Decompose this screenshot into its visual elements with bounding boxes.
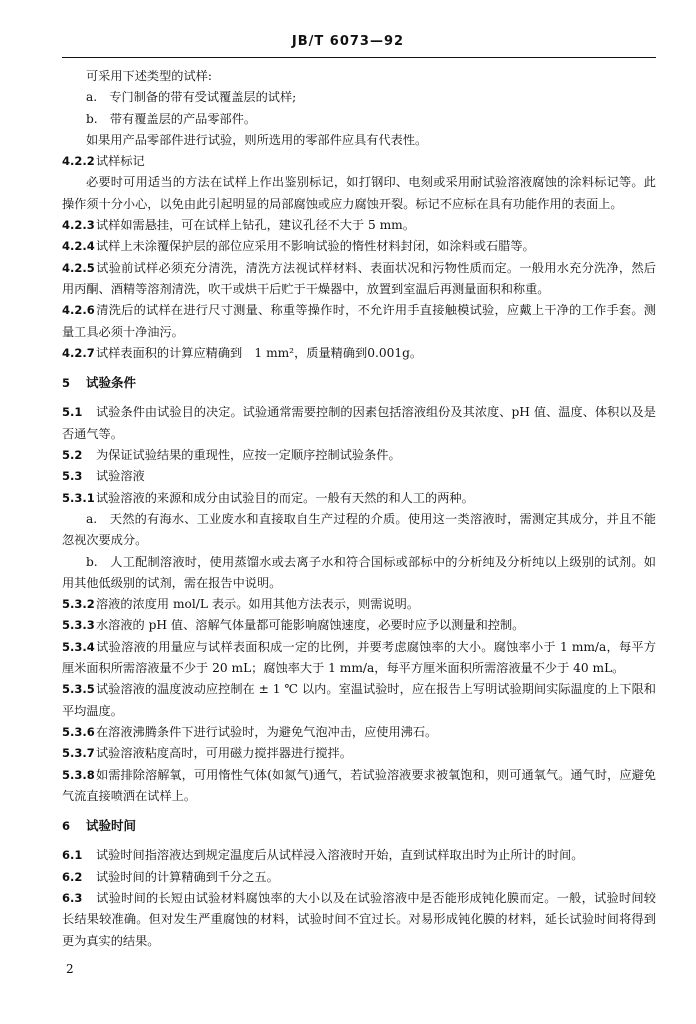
clause-text: 在溶液沸腾条件下进行试验时，为避免气泡冲击，应使用沸石。 [96,724,438,739]
clause-number: 5.3.2 [62,597,95,612]
clause-text: 水溶液的 pH 值、溶解气体量都可能影响腐蚀速度，必要时应予以测量和控制。 [96,618,525,633]
section-5-heading [62,372,656,394]
clause-number: 4.2.3 [62,218,95,233]
clause-number: 6.2 [62,869,83,884]
clause-number: 5.3.4 [62,639,95,654]
clause-number: 5.3.3 [62,618,95,633]
section-number: 6 [62,819,71,834]
clause-number: 4.2.7 [62,345,95,360]
clause-paragraph [62,637,656,680]
header-rule [62,57,656,58]
clause-number: 5.3.8 [62,767,95,782]
clause-text: 试样表面积的计算应精确到 1 mm²，质量精确到0.001g。 [96,345,423,360]
clause-paragraph [62,300,656,343]
clause-number: 4.2.5 [62,260,95,275]
clause-text: 如需排除溶解氧，可用惰性气体(如氮气)通气，若试验溶液要求被氧饱和，则可通氧气。通气时，应避免气流直接喷洒在试样上。 [62,767,656,803]
clause-paragraph [62,615,656,636]
clause-paragraph [62,466,656,487]
clause-text: 试验溶液粘度高时，可用磁力搅拌器进行搅拌。 [96,746,352,761]
clause-text: 试验时间的计算精确到千分之五。 [96,869,279,884]
clause-paragraph [62,867,656,888]
clause-paragraph [62,594,656,615]
clause-paragraph [62,509,656,552]
clause-text: 试验时间指溶液达到规定温度后从试样浸入溶液时开始，直到试样取出时为止所计的时间。 [96,848,584,863]
clause-text: 清洗后的试样在进行尺寸测量、称重等操作时，不允许用手直接触模试验，应戴上干净的工作手套。测量工具必须十净油污。 [62,303,656,339]
clause-number: 4.2.4 [62,239,95,254]
section-title: 试验条件 [86,375,137,391]
clause-paragraph [62,445,656,466]
clause-text: 必要时可用适当的方法在试样上作出鉴别标记，如打钢印、电刻或采用耐试验溶液腐蚀的涂料标记等。此操作须十分小心，以免由此引起明显的局部腐蚀或应力腐蚀开裂。标记不应标在具有功能作用的表面上。 [62,175,656,211]
clause-paragraph [62,765,656,808]
clause-number: 5.1 [62,405,83,420]
clause-paragraph [62,552,656,595]
document-header: JB/T 6073—92 [291,34,405,49]
section-5-items [62,402,656,807]
clause-title: 试验溶液 [96,469,145,484]
clause-text: 试样如需悬挂，可在试样上钻孔，建议孔径不大于 5 mm。 [96,218,415,233]
clause-paragraph [62,258,656,301]
intro-line: 如果用产品零部件进行试验，则所选用的零部件应具有代表性。 [86,132,428,147]
clause-number: 6.3 [62,890,83,905]
clause-text: 试验溶液的温度波动应控制在 ± 1 ℃ 以内。室温试验时，应在报告上写明试验期间实际温度的上下限和平均温度。 [62,682,656,718]
clause-text: 试验溶液的用量应与试样表面积成一定的比例，并要考虑腐蚀率的大小。腐蚀率小于 1 mm/a，每平方厘米面积所需溶液量不少于 20 mL；腐蚀率大于 1 mm/a，每平方厘米面积所需溶液量不少于 40 mL。 [62,639,656,676]
clause-paragraph [62,722,656,743]
clause-paragraph [62,343,656,364]
clause-number: 5.3.1 [62,490,95,505]
clause-paragraph [62,151,656,172]
clause-text: 试验条件由试验目的决定。试验通常需要控制的因素包括溶液组份及其浓度、pH 值、温度、体积以及是否通气等。 [62,405,656,441]
document-body [62,66,656,952]
clause-paragraph [62,888,656,952]
clause-number: 4.2.2 [62,154,95,169]
section-6-heading [62,815,656,837]
clause-title: 试样标记 [96,154,145,169]
clause-paragraph [62,236,656,257]
clause-paragraph [62,402,656,445]
clause-paragraph [62,215,656,236]
clauses-4 [62,151,656,364]
clause-text: 试验时间的长短由试验材料腐蚀率的大小以及在试验溶液中是否能形成钝化膜而定。一般，试验时间较长结果较准确。但对发生严重腐蚀的材料，试验时间不宜过长。对易形成钝化膜的材料，延长试验时间将得到更为真实的结果。 [62,890,656,948]
clause-number: 6.1 [62,848,83,863]
clause-text: 试验溶液的来源和成分由试验目的而定。一般有天然的和人工的两种。 [96,490,474,505]
clause-text: 试验前试样必须充分清洗，清洗方法视试样材料、表面状况和污物性质而定。一般用水充分洗净，然后用丙酮、酒精等溶剂清洗，吹干或烘干后贮于干燥器中，放置到室温后再测量面积和称重。 [62,260,656,296]
clause-paragraph [62,172,656,215]
intro-line: 可采用下述类型的试样: [86,69,212,83]
clause-paragraph [62,488,656,509]
clause-number: 5.2 [62,448,83,463]
clause-paragraph [62,845,656,866]
clause-text: 溶液的浓度用 mol/L 表示。如用其他方法表示，则需说明。 [96,597,420,612]
clause-text: 试样上未涂覆保护层的部位应采用不影响试验的惰性材料封闭，如涂料或石腊等。 [96,239,535,254]
section-number: 5 [62,376,71,391]
intro-line: a. 专门制备的带有受试覆盖层的试样; [86,90,297,105]
intro-line: b. 带有覆盖层的产品零部件。 [86,111,257,126]
page-number: 2 [66,962,74,976]
clause-number: 5.3 [62,469,83,484]
clause-number: 4.2.6 [62,303,95,318]
clause-number: 5.3.6 [62,724,95,739]
clause-text: 为保证试验结果的重现性，应按一定顺序控制试验条件。 [96,448,401,463]
clause-text: a. 天然的有海水、工业废水和直接取自生产过程的介质。使用这一类溶液时，需测定其成分，并且不能忽视次要成分。 [62,511,656,548]
clause-number: 5.3.7 [62,746,95,761]
clause-text: b. 人工配制溶液时，使用蒸馏水或去离子水和符合国标或部标中的分析纯及分析纯以上级别的试剂。如用其他低级别的试剂，需在报告中说明。 [62,554,656,590]
clause-paragraph [62,679,656,722]
section-6-items [62,845,656,951]
clause-number: 5.3.5 [62,682,95,697]
section-title: 试验时间 [86,818,137,834]
clause-paragraph [62,743,656,764]
